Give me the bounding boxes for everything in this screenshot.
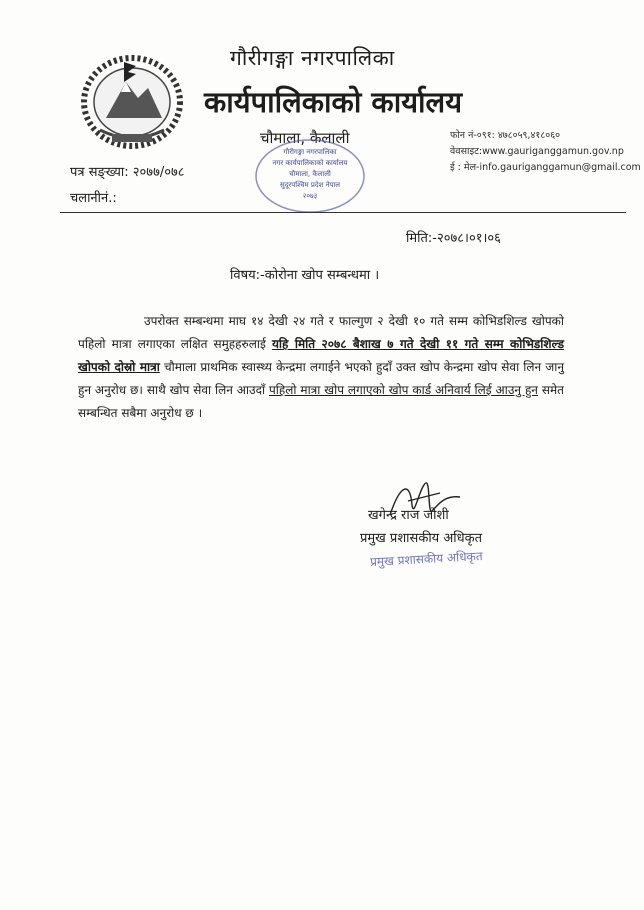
- stamp-line: सुदूरपश्चिम प्रदेश नेपाल: [279, 181, 341, 189]
- stamp-line: चौमाला, कैलाली: [289, 170, 331, 178]
- phone-number: फोन नं-०९१: ४७८०५९,४१८०६०: [450, 130, 561, 141]
- letter-date: मिति:-२०७८।०१।०६: [406, 231, 501, 246]
- body-text-3: समेत सम्बन्धित सबैमा अनुरोध छ ।: [78, 383, 564, 420]
- office-location: चौमाला, कैलाली: [260, 129, 350, 147]
- letter-body: [78, 310, 564, 425]
- body-text-2: चौमाला प्राथमिक स्वास्थ्य केन्द्रमा लगाईने भएको हुदाँ उक्त खोप केन्द्रमा खोप सेवा लिन जानु हुन अनुरोध छ। साथै खोप सेवा लिन आउदाँ: [78, 360, 564, 397]
- email: ई : मेल-info.gauriganggamun@gmail.com: [450, 162, 641, 173]
- website: वेवसाइट:www.gauriganggamun.gov.np: [450, 146, 624, 157]
- municipality-name: गौरीगङ्गा नगरपालिका: [230, 46, 395, 70]
- contact-block: [450, 128, 641, 176]
- signer-seal: प्रमुख प्रशासकीय अधिकृत: [369, 549, 483, 569]
- letter-subject: विषय:-कोरोना खोप सम्बन्धमा ।: [230, 268, 380, 283]
- body-text-1: उपरोक्त सम्बन्धमा माघ १४ देखी २४ गते र फाल्गुण २ देखी १० गते सम्म कोभिडशिल्ड खोपको पहिलो मात्रा लगाएका लक्षित समुहहरुलाई: [78, 314, 564, 351]
- body-underline-1: यहि मिति २०७८ बैशाख ७ गते देखी ११ गते सम्म कोभिडशिल्ड खोपको दोस्रो मात्रा: [78, 337, 564, 374]
- dispatch-number: चलानीनं.:: [70, 191, 117, 206]
- body-underline-2: पहिलो मात्रा खोप लगाएको खोप कार्ड अनिवार्य लिई आउनु हुन: [268, 383, 538, 397]
- nepal-emblem-icon: [76, 48, 188, 152]
- header-divider: [60, 212, 626, 213]
- office-stamp: [250, 136, 370, 216]
- office-name: कार्यपालिकाको कार्यालय: [204, 85, 463, 119]
- stamp-line: गौरीगङ्गा नगरपालिका: [283, 148, 337, 156]
- signer-title: प्रमुख प्रशासकीय अधिकृत: [360, 531, 483, 546]
- stamp-line: नगर कार्यपालिकाको कार्यालय: [272, 159, 348, 167]
- letter-ref-number: पत्र सङ्ख्या: २०७७/०७८: [70, 165, 185, 180]
- stamp-line: २०७३: [302, 192, 318, 200]
- signer-name: खगेन्द्र राज जोशी: [368, 508, 449, 523]
